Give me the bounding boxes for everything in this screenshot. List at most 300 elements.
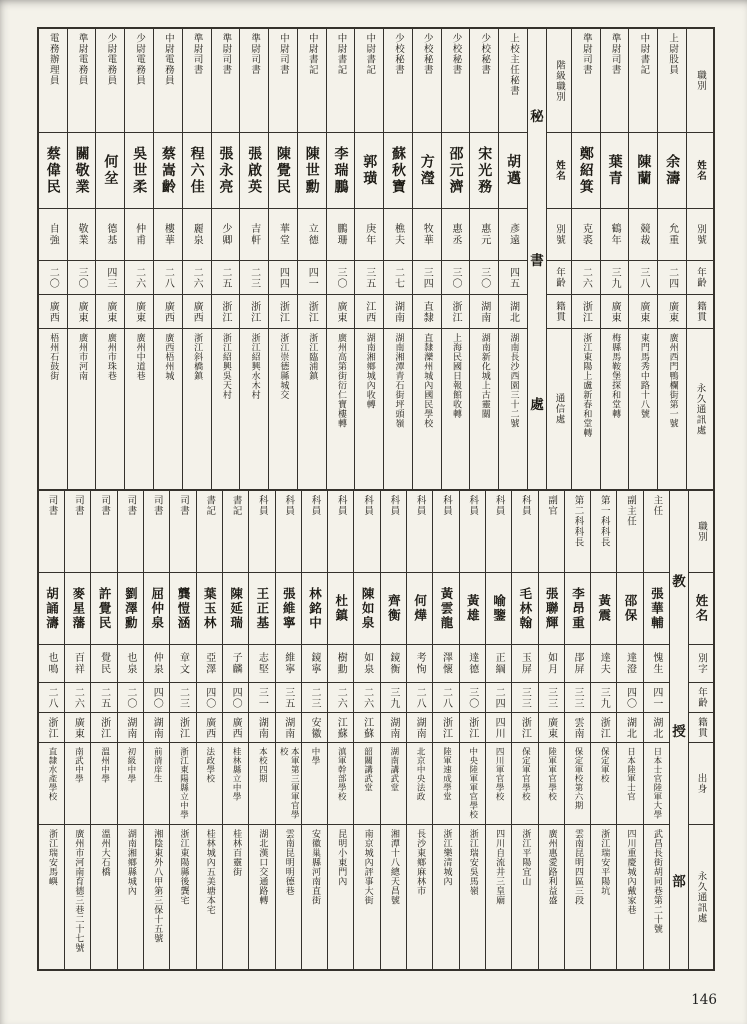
native-text: 湖南 — [478, 300, 490, 323]
native-text: 湖北 — [507, 300, 519, 323]
addr-cell — [413, 329, 441, 489]
origin-text: 日本士官陸軍大學 — [651, 747, 662, 819]
rank-cell — [276, 491, 301, 573]
rank-cell — [96, 29, 124, 133]
native-cell — [197, 713, 222, 743]
person-column — [498, 29, 527, 489]
field-label: 職別 — [696, 521, 707, 542]
rank-text: 書記 — [230, 495, 242, 516]
name-text: 胡邁 — [505, 154, 522, 187]
rank-cell — [354, 491, 379, 573]
addr-text: 溫州大石橋 — [99, 829, 110, 877]
addr-cell — [276, 825, 301, 969]
alias-text: 樹勳 — [335, 652, 347, 675]
alias-cell — [470, 209, 498, 261]
addr-cell — [240, 329, 268, 489]
age-cell — [118, 683, 143, 713]
native-text: 浙江 — [219, 300, 231, 323]
person-column — [590, 491, 616, 969]
rank-text: 中尉書記 — [306, 33, 318, 75]
rank-cell — [433, 491, 458, 573]
person-column — [327, 491, 353, 969]
person-column — [222, 491, 248, 969]
addr-text: 浙江瑞安平陽坑 — [599, 829, 610, 896]
name-cell — [486, 573, 511, 645]
native-text: 浙江 — [440, 716, 452, 739]
origin-cell — [354, 743, 379, 825]
rank-cell — [617, 491, 642, 573]
name-text: 張啟英 — [246, 145, 263, 196]
rank-text: 司書 — [99, 495, 111, 516]
alias-text: 也泉 — [124, 652, 136, 675]
alias-cell — [407, 645, 432, 683]
origin-text: 直隸水產學校 — [47, 747, 58, 801]
name-text: 黃震 — [596, 594, 612, 623]
alias-text: 樵夫 — [392, 223, 404, 246]
person-column — [354, 29, 383, 489]
age-text: 四〇 — [151, 686, 163, 709]
age-text: 二三 — [248, 266, 260, 289]
origin-cell — [197, 743, 222, 825]
alias-text: 如月 — [545, 652, 557, 675]
origin-text: 桂林縣立中學 — [231, 747, 242, 801]
alias-cell — [197, 645, 222, 683]
native-text: 廣東 — [637, 300, 649, 323]
section-title — [528, 29, 546, 489]
age-text: 二五 — [219, 266, 231, 289]
name-cell — [197, 573, 222, 645]
alias-cell — [212, 209, 240, 261]
frame-header-column — [686, 29, 713, 489]
origin-cell — [249, 743, 274, 825]
field-label-cell — [689, 713, 713, 743]
addr-cell — [433, 825, 458, 969]
origin-text: 湖南講武堂 — [388, 747, 399, 792]
name-cell — [407, 573, 432, 645]
name-text: 張永亮 — [217, 145, 234, 196]
name-text: 宋光務 — [476, 145, 493, 196]
field-label: 年齡 — [695, 267, 706, 288]
addr-cell — [39, 825, 64, 969]
rank-cell — [591, 491, 616, 573]
native-cell — [486, 713, 511, 743]
name-text: 麥星藩 — [70, 586, 86, 631]
rank-text: 科員 — [335, 495, 347, 516]
rank-text: 科員 — [519, 495, 531, 516]
rank-text: 科員 — [362, 495, 374, 516]
name-text: 陳蘭 — [635, 154, 652, 187]
rank-cell — [249, 491, 274, 573]
native-text: 直隸 — [421, 300, 433, 323]
addr-text: 湖南湘潭青石街坪頭嶺 — [393, 333, 404, 428]
field-label-cell — [687, 209, 713, 261]
native-cell — [617, 713, 642, 743]
rank-cell — [629, 29, 657, 133]
name-cell — [629, 133, 657, 209]
addr-cell — [269, 329, 297, 489]
name-cell — [39, 573, 64, 645]
addr-text: 四川自流井三皇廟 — [494, 829, 505, 905]
native-text: 浙江 — [450, 300, 462, 323]
field-label-cell — [687, 133, 713, 209]
rank-text: 少尉電務員 — [134, 33, 146, 86]
alias-text: 維寧 — [282, 652, 294, 675]
addr-text: 浙江紹興水木村 — [249, 333, 260, 400]
person-column — [511, 491, 537, 969]
name-cell — [617, 573, 642, 645]
field-label-cell — [689, 573, 713, 645]
alias-text: 鵬珊 — [334, 223, 346, 246]
addr-cell — [460, 825, 485, 969]
person-column — [90, 491, 116, 969]
origin-cell — [565, 743, 590, 825]
name-cell — [413, 133, 441, 209]
field-label-cell — [689, 491, 713, 573]
addr-cell — [68, 329, 96, 489]
alias-text: 自強 — [47, 223, 59, 246]
age-cell — [539, 683, 564, 713]
native-text: 廣西 — [203, 716, 215, 739]
alias-cell — [298, 209, 326, 261]
native-cell — [65, 713, 90, 743]
age-cell — [470, 261, 498, 295]
rank-cell — [223, 491, 248, 573]
addr-text: 昆明小東門內 — [336, 829, 347, 886]
age-text: 二四 — [493, 686, 505, 709]
person-column — [441, 29, 470, 489]
person-column — [39, 491, 64, 969]
alias-text: 德基 — [104, 223, 116, 246]
origin-cell — [170, 743, 195, 825]
addr-cell — [407, 825, 432, 969]
addr-cell — [170, 825, 195, 969]
name-cell — [240, 133, 268, 209]
name-cell — [118, 573, 143, 645]
age-cell — [154, 261, 182, 295]
addr-cell — [658, 329, 686, 489]
alias-text: 愧生 — [650, 652, 662, 675]
age-text: 三三 — [571, 686, 583, 709]
field-label: 出身 — [695, 773, 707, 794]
origin-text: 本軍第三軍軍官學校 — [278, 747, 300, 819]
addr-text: 湖南湘鄉城內收轉 — [364, 333, 375, 409]
age-text: 二六 — [133, 266, 145, 289]
alias-cell — [154, 209, 182, 261]
age-text: 二六 — [580, 266, 592, 289]
age-text: 二〇 — [124, 686, 136, 709]
addr-cell — [118, 825, 143, 969]
alias-cell — [539, 645, 564, 683]
native-cell — [302, 713, 327, 743]
alias-text: 也鳴 — [46, 652, 58, 675]
age-text: 四三 — [104, 266, 116, 289]
age-text: 三〇 — [450, 266, 462, 289]
alias-cell — [499, 209, 527, 261]
person-column — [406, 491, 432, 969]
alias-cell — [39, 645, 64, 683]
addr-text: 浙江斜橋鎮 — [192, 333, 203, 381]
origin-cell — [302, 743, 327, 825]
name-text: 鄭紹箕 — [577, 145, 594, 196]
addr-text: 雲南昆明四區三段 — [572, 829, 583, 905]
field-label: 別號 — [695, 224, 706, 245]
age-text: 四〇 — [230, 686, 242, 709]
age-cell — [629, 261, 657, 295]
rank-text: 少校秘書 — [392, 33, 404, 75]
name-text: 余濤 — [664, 154, 681, 187]
field-label-cell — [547, 133, 571, 209]
rank-text: 中尉司書 — [277, 33, 289, 75]
native-text: 江蘇 — [335, 716, 347, 739]
name-text: 龔愷涵 — [176, 586, 191, 631]
addr-text: 浙江平陽宜山 — [520, 829, 531, 886]
field-label-cell — [689, 825, 713, 969]
addr-cell — [249, 825, 274, 969]
age-cell — [460, 683, 485, 713]
native-cell — [327, 295, 355, 329]
addr-cell — [442, 329, 470, 489]
field-label: 通信處 — [553, 393, 565, 425]
origin-cell — [460, 743, 485, 825]
age-text: 三五 — [363, 266, 375, 289]
age-cell — [298, 261, 326, 295]
name-cell — [512, 573, 537, 645]
addr-text: 梧州石鼓街 — [48, 333, 59, 381]
addr-text: 湘潭十八總天昌號 — [388, 829, 399, 905]
name-cell — [249, 573, 274, 645]
person-column — [117, 491, 143, 969]
name-text: 劉澤勳 — [123, 586, 139, 631]
age-cell — [658, 261, 686, 295]
addr-text: 浙江東陽縣後龔宅 — [178, 829, 189, 905]
alias-cell — [384, 209, 412, 261]
native-cell — [658, 295, 686, 329]
native-cell — [355, 295, 383, 329]
alias-cell — [486, 645, 511, 683]
native-text: 湖南 — [392, 300, 404, 323]
rank-text: 科員 — [309, 495, 321, 516]
person-column — [182, 29, 211, 489]
rank-text: 少尉電務員 — [105, 33, 117, 86]
alias-cell — [39, 209, 67, 261]
addr-text: 浙江東陽上盧新春和堂轉 — [581, 333, 592, 438]
name-text: 程六佳 — [188, 145, 205, 196]
rank-cell — [65, 491, 90, 573]
addr-text: 浙江臨浦鎮 — [307, 333, 318, 381]
name-cell — [65, 573, 90, 645]
origin-text: 本校四期 — [257, 747, 268, 783]
rank-text: 副官 — [546, 495, 558, 516]
age-cell — [96, 261, 124, 295]
rank-text: 準尉電務員 — [76, 33, 88, 86]
age-text: 四〇 — [624, 686, 636, 709]
addr-text: 廣州高第街衍仁寶樓轉 — [335, 333, 346, 428]
name-text: 何坌 — [102, 154, 119, 187]
age-text: 三〇 — [466, 686, 478, 709]
rank-text: 電務辦理員 — [47, 33, 59, 86]
field-label: 年齡 — [696, 687, 707, 708]
rank-cell — [601, 29, 629, 133]
alias-text: 郘屏 — [571, 652, 583, 675]
rank-cell — [470, 29, 498, 133]
native-cell — [601, 295, 629, 329]
age-cell — [144, 683, 169, 713]
section-title-char: 授 — [672, 724, 686, 740]
addr-text: 廣州市河南育德三巷二十七號 — [73, 829, 84, 953]
person-column — [67, 29, 96, 489]
alias-cell — [96, 209, 124, 261]
rank-text: 科員 — [440, 495, 452, 516]
rank-cell — [183, 29, 211, 133]
name-cell — [170, 573, 195, 645]
alias-text: 庚年 — [363, 223, 375, 246]
field-label: 職別 — [695, 70, 706, 91]
name-cell — [144, 573, 169, 645]
addr-text: 安徽巢縣河南直街 — [309, 829, 320, 905]
native-text: 浙江 — [519, 716, 531, 739]
age-cell — [39, 683, 64, 713]
origin-cell — [407, 743, 432, 825]
rank-text: 中尉電務員 — [162, 33, 174, 86]
alias-cell — [240, 209, 268, 261]
rank-text: 科員 — [256, 495, 268, 516]
age-text: 二八 — [162, 266, 174, 289]
rank-text: 上校主任秘書 — [508, 33, 520, 96]
alias-text: 章文 — [177, 652, 189, 675]
person-column — [383, 29, 412, 489]
field-label: 別字 — [696, 653, 707, 674]
rank-cell — [384, 29, 412, 133]
addr-cell — [96, 329, 124, 489]
rank-text: 準尉司書 — [580, 33, 592, 75]
person-column — [169, 491, 195, 969]
rank-text: 科員 — [388, 495, 400, 516]
alias-text: 立德 — [306, 223, 318, 246]
addr-cell — [470, 329, 498, 489]
name-cell — [327, 133, 355, 209]
name-cell — [96, 133, 124, 209]
native-cell — [407, 713, 432, 743]
field-label-cell — [547, 29, 571, 133]
section-title-char: 處 — [530, 397, 544, 413]
section-title-char: 書 — [530, 253, 544, 269]
origin-text: 陸軍速成學堂 — [441, 747, 452, 801]
origin-text: 韶關講武堂 — [362, 747, 373, 792]
age-text: 二八 — [440, 686, 452, 709]
person-column — [153, 29, 182, 489]
addr-cell — [381, 825, 406, 969]
alias-cell — [433, 645, 458, 683]
rank-text: 準尉司書 — [191, 33, 203, 75]
native-text: 廣東 — [72, 716, 84, 739]
name-cell — [125, 133, 153, 209]
page-number: 146 — [691, 992, 717, 1008]
alias-cell — [617, 645, 642, 683]
person-column — [143, 491, 169, 969]
addr-cell — [601, 329, 629, 489]
addr-text: 廣州西門鴨欄街第一號 — [667, 333, 678, 428]
origin-cell — [512, 743, 537, 825]
native-cell — [223, 713, 248, 743]
native-text: 湖南 — [414, 716, 426, 739]
addr-text: 湖南湘鄉縣城內 — [125, 829, 136, 896]
alias-text: 達澄 — [624, 652, 636, 675]
addr-text: 廣州市珠巷 — [105, 333, 116, 381]
field-label-cell — [689, 645, 713, 683]
age-text: 三五 — [282, 686, 294, 709]
age-cell — [354, 683, 379, 713]
age-text: 二六 — [191, 266, 203, 289]
native-text: 湖南 — [124, 716, 136, 739]
rank-text: 準尉司書 — [609, 33, 621, 75]
person-column — [571, 29, 600, 489]
rank-text: 司書 — [125, 495, 137, 516]
rank-cell — [39, 491, 64, 573]
field-label: 籍貫 — [553, 301, 565, 322]
secretariat-section — [39, 29, 713, 491]
native-text: 廣東 — [666, 300, 678, 323]
rank-cell — [170, 491, 195, 573]
addr-cell — [354, 825, 379, 969]
rank-cell — [512, 491, 537, 573]
age-cell — [276, 683, 301, 713]
rank-cell — [327, 29, 355, 133]
name-cell — [39, 133, 67, 209]
native-text: 雲南 — [571, 716, 583, 739]
native-cell — [572, 295, 600, 329]
name-text: 許覺民 — [97, 586, 113, 631]
alias-text: 正綱 — [493, 652, 505, 675]
age-cell — [384, 261, 412, 295]
alias-cell — [327, 209, 355, 261]
origin-text: 日本陸軍士官 — [625, 747, 636, 801]
rank-cell — [407, 491, 432, 573]
name-text: 王正基 — [254, 586, 270, 631]
age-text: 三九 — [609, 266, 621, 289]
addr-text: 湖南長沙西園三十二號 — [508, 333, 519, 428]
rank-cell — [442, 29, 470, 133]
addr-cell — [65, 825, 90, 969]
alias-cell — [512, 645, 537, 683]
name-text: 方瀅 — [418, 154, 435, 187]
origin-text: 保定軍校 — [599, 747, 610, 783]
addr-text: 雲南昆明明德巷 — [283, 829, 294, 896]
alias-cell — [591, 645, 616, 683]
name-cell — [470, 133, 498, 209]
age-cell — [486, 683, 511, 713]
addr-cell — [144, 825, 169, 969]
name-cell — [381, 573, 406, 645]
native-text: 湖北 — [650, 716, 662, 739]
rank-cell — [381, 491, 406, 573]
age-text: 三〇 — [76, 266, 88, 289]
rank-text: 科員 — [414, 495, 426, 516]
addr-text: 湖南新化城上古靈關 — [479, 333, 490, 419]
age-cell — [442, 261, 470, 295]
native-cell — [442, 295, 470, 329]
name-text: 陳覺民 — [274, 145, 291, 196]
alias-cell — [355, 209, 383, 261]
rank-cell — [572, 29, 600, 133]
person-column — [380, 491, 406, 969]
person-column — [432, 491, 458, 969]
name-cell — [658, 133, 686, 209]
addr-text: 浙江瑞安吳馬嶺 — [467, 829, 478, 896]
rank-cell — [125, 29, 153, 133]
alias-text: 惠丞 — [450, 223, 462, 246]
age-cell — [413, 261, 441, 295]
rank-cell — [413, 29, 441, 133]
